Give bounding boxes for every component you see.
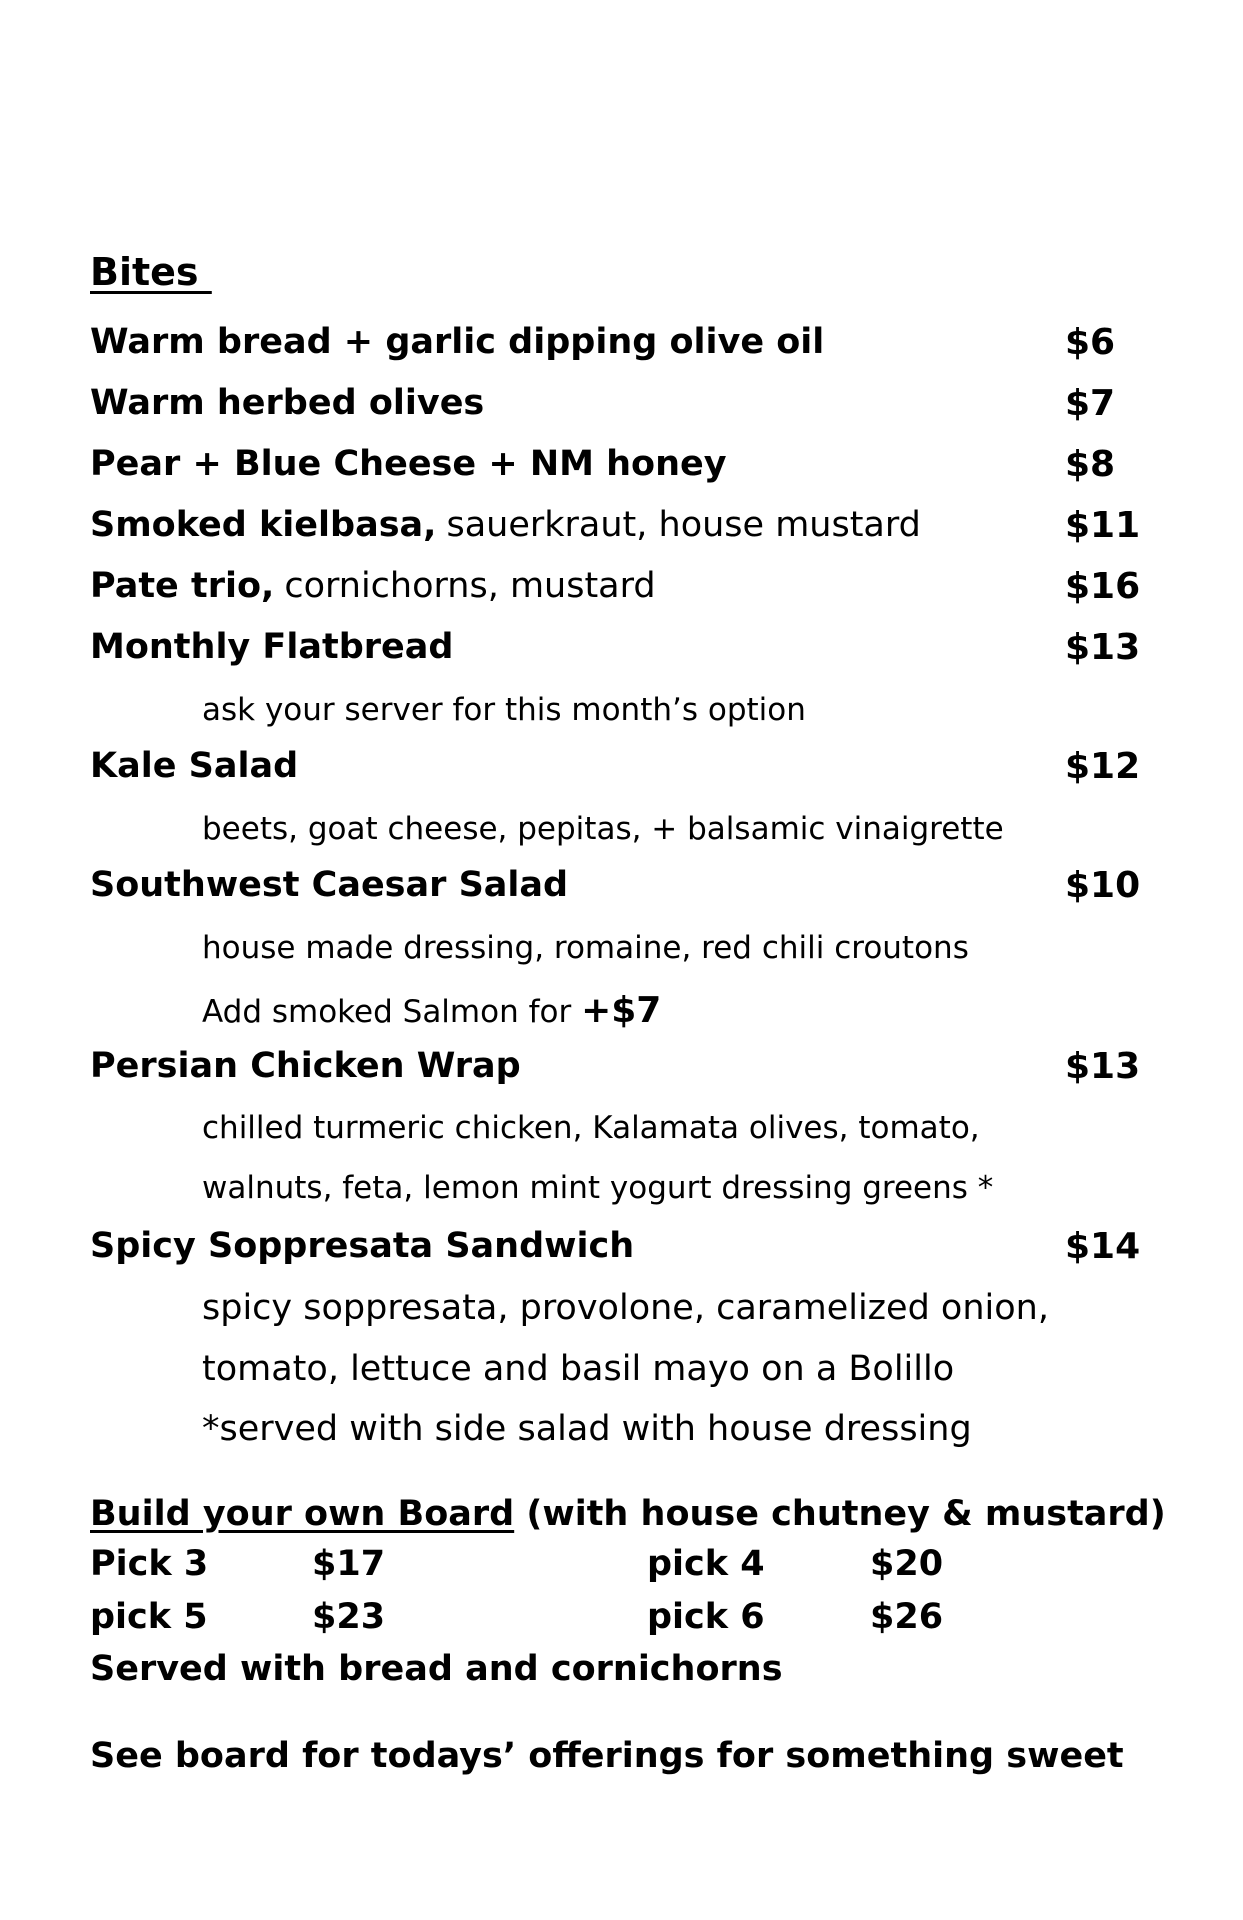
item-price: $13 bbox=[1065, 1046, 1141, 1087]
item-price: $16 bbox=[1065, 566, 1141, 607]
item-price: $10 bbox=[1065, 865, 1141, 906]
pick-price: $26 bbox=[870, 1597, 944, 1637]
menu-item bbox=[90, 746, 1150, 796]
addon-price: +$7 bbox=[581, 990, 662, 1031]
item-price: $7 bbox=[1065, 383, 1116, 424]
pick-price: $23 bbox=[312, 1597, 386, 1637]
pick-price: $20 bbox=[870, 1544, 944, 1584]
item-description: chilled turmeric chicken, Kalamata olives, tomato, bbox=[202, 1110, 980, 1146]
item-description: spicy soppresata, provolone, caramelized onion, bbox=[202, 1288, 1049, 1328]
pick-label: pick 6 bbox=[647, 1597, 765, 1637]
menu-item bbox=[90, 505, 1150, 555]
board-pick-row bbox=[90, 1544, 1090, 1594]
menu-item bbox=[90, 444, 1150, 494]
item-price: $14 bbox=[1065, 1226, 1141, 1267]
item-description: walnuts, feta, lemon mint yogurt dressing greens * bbox=[202, 1170, 994, 1206]
menu-item bbox=[90, 627, 1150, 677]
item-name: Kale Salad bbox=[90, 746, 299, 786]
item-description: *served with side salad with house dressing bbox=[202, 1409, 972, 1449]
item-price: $11 bbox=[1065, 505, 1141, 546]
item-name: Warm herbed olives bbox=[90, 383, 485, 423]
pick-label: Pick 3 bbox=[90, 1544, 209, 1584]
item-extra: sauerkraut, house mustard bbox=[446, 505, 921, 545]
section-title: Bites bbox=[90, 250, 212, 294]
item-price: $13 bbox=[1065, 627, 1141, 668]
pick-label: pick 5 bbox=[90, 1597, 208, 1637]
item-name: Persian Chicken Wrap bbox=[90, 1046, 521, 1086]
board-heading: Build your own Board bbox=[90, 1494, 515, 1534]
item-extra: cornichorns, mustard bbox=[284, 566, 656, 606]
item-description: beets, goat cheese, pepitas, + balsamic vinaigrette bbox=[202, 811, 1004, 847]
item-price: $6 bbox=[1065, 322, 1116, 363]
item-price: $12 bbox=[1065, 746, 1141, 787]
board-pick-row bbox=[90, 1597, 1090, 1647]
item-name: Southwest Caesar Salad bbox=[90, 865, 569, 905]
item-price: $8 bbox=[1065, 444, 1116, 485]
footer-note: See board for todays’ offerings for something sweet bbox=[90, 1736, 1124, 1776]
menu-item bbox=[90, 383, 1150, 433]
pick-label: pick 4 bbox=[647, 1544, 765, 1584]
board-served-with: Served with bread and cornichorns bbox=[90, 1649, 783, 1689]
item-description: house made dressing, romaine, red chili croutons bbox=[202, 930, 969, 966]
pick-price: $17 bbox=[312, 1544, 386, 1584]
menu-item bbox=[90, 566, 1150, 616]
item-name: Warm bread + garlic dipping olive oil bbox=[90, 322, 825, 362]
menu-item bbox=[90, 322, 1150, 372]
menu-item bbox=[90, 865, 1150, 915]
board-title bbox=[90, 1494, 1166, 1534]
item-description: tomato, lettuce and basil mayo on a Bolillo bbox=[202, 1349, 955, 1389]
item-description: ask your server for this month’s option bbox=[202, 692, 806, 728]
item-addon: Add smoked Salmon for +$7 bbox=[202, 990, 662, 1031]
item-name: Spicy Soppresata Sandwich bbox=[90, 1226, 635, 1266]
menu-item bbox=[90, 1046, 1150, 1096]
item-name: Pear + Blue Cheese + NM honey bbox=[90, 444, 727, 484]
item-name: Pate trio, cornichorns, mustard bbox=[90, 566, 656, 606]
board-subtitle: (with house chutney & mustard) bbox=[526, 1494, 1166, 1534]
item-name: Smoked kielbasa, sauerkraut, house mustard bbox=[90, 505, 921, 545]
menu-item bbox=[90, 1226, 1150, 1276]
item-name: Monthly Flatbread bbox=[90, 627, 454, 667]
